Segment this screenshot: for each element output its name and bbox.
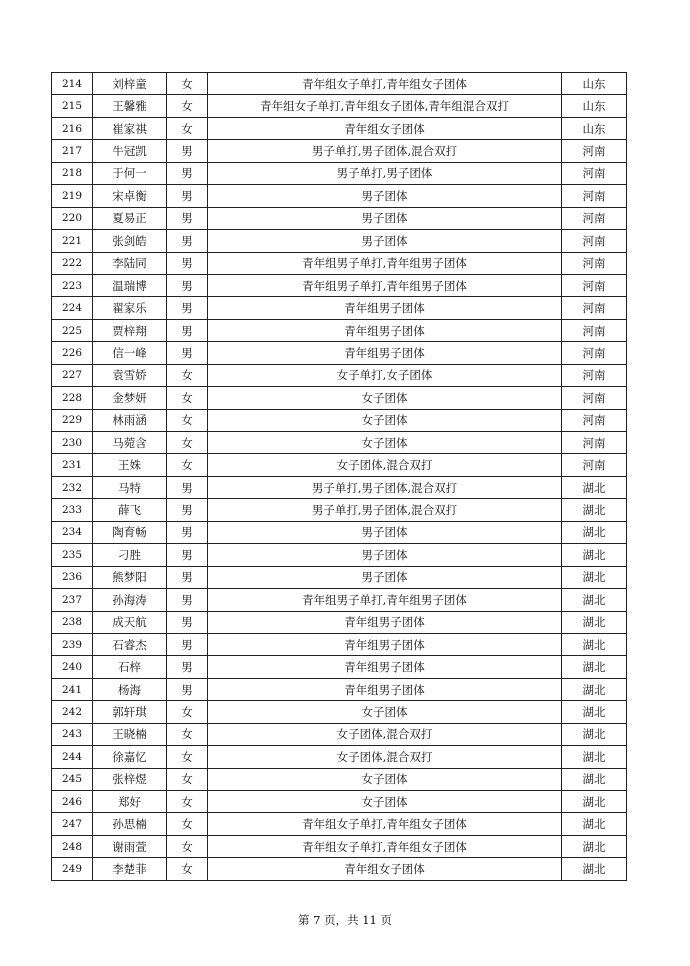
player-name-cell: 郭轩琪 (93, 701, 167, 723)
gender-cell: 男 (167, 678, 208, 700)
event-cell: 女子团体 (208, 791, 562, 813)
row-number-cell: 222 (52, 252, 93, 274)
player-name-cell: 林雨涵 (93, 409, 167, 431)
gender-cell: 女 (167, 768, 208, 790)
province-cell: 山东 (562, 117, 627, 139)
gender-cell: 男 (167, 342, 208, 364)
row-number-cell: 220 (52, 207, 93, 229)
row-number-cell: 233 (52, 499, 93, 521)
event-cell: 青年组女子单打,青年组女子团体 (208, 835, 562, 857)
row-number-cell: 226 (52, 342, 93, 364)
province-cell: 河南 (562, 207, 627, 229)
province-cell: 河南 (562, 342, 627, 364)
gender-cell: 男 (167, 499, 208, 521)
table-row (52, 476, 627, 498)
player-name-cell: 郑好 (93, 791, 167, 813)
gender-cell: 女 (167, 454, 208, 476)
table-row (52, 566, 627, 588)
province-cell: 河南 (562, 387, 627, 409)
event-cell: 女子单打,女子团体 (208, 364, 562, 386)
event-cell: 女子团体 (208, 701, 562, 723)
player-name-cell: 杨海 (93, 678, 167, 700)
player-name-cell: 宋卓衡 (93, 185, 167, 207)
player-name-cell: 石睿杰 (93, 633, 167, 655)
row-number-cell: 218 (52, 162, 93, 184)
gender-cell: 女 (167, 813, 208, 835)
event-cell: 青年组男子团体 (208, 611, 562, 633)
table-row (52, 117, 627, 139)
province-cell: 河南 (562, 454, 627, 476)
province-cell: 湖北 (562, 791, 627, 813)
table-row (52, 207, 627, 229)
province-cell: 湖北 (562, 611, 627, 633)
gender-cell: 男 (167, 252, 208, 274)
gender-cell: 男 (167, 297, 208, 319)
player-name-cell: 孙海涛 (93, 589, 167, 611)
player-name-cell: 于何一 (93, 162, 167, 184)
row-number-cell: 225 (52, 319, 93, 341)
event-cell: 女子团体 (208, 409, 562, 431)
gender-cell: 女 (167, 835, 208, 857)
event-cell: 女子团体 (208, 768, 562, 790)
player-name-cell: 翟家乐 (93, 297, 167, 319)
province-cell: 河南 (562, 274, 627, 296)
gender-cell: 女 (167, 73, 208, 95)
table-row (52, 656, 627, 678)
province-cell: 湖北 (562, 566, 627, 588)
table-row (52, 252, 627, 274)
event-cell: 男子团体 (208, 566, 562, 588)
event-cell: 青年组女子单打,青年组女子团体,青年组混合双打 (208, 95, 562, 117)
event-cell: 女子团体,混合双打 (208, 454, 562, 476)
row-number-cell: 231 (52, 454, 93, 476)
table-row (52, 342, 627, 364)
player-name-cell: 石梓 (93, 656, 167, 678)
table-row (52, 521, 627, 543)
gender-cell: 女 (167, 409, 208, 431)
province-cell: 河南 (562, 432, 627, 454)
table-row (52, 678, 627, 700)
row-number-cell: 232 (52, 476, 93, 498)
table-row (52, 274, 627, 296)
table-row (52, 297, 627, 319)
event-cell: 青年组男子团体 (208, 678, 562, 700)
row-number-cell: 216 (52, 117, 93, 139)
row-number-cell: 229 (52, 409, 93, 431)
row-number-cell: 214 (52, 73, 93, 95)
event-cell: 男子单打,男子团体,混合双打 (208, 476, 562, 498)
player-name-cell: 牛冠凯 (93, 140, 167, 162)
province-cell: 湖北 (562, 723, 627, 745)
event-cell: 女子团体,混合双打 (208, 746, 562, 768)
province-cell: 河南 (562, 364, 627, 386)
province-cell: 河南 (562, 162, 627, 184)
table-row (52, 835, 627, 857)
event-cell: 青年组男子团体 (208, 633, 562, 655)
gender-cell: 男 (167, 185, 208, 207)
province-cell: 山东 (562, 73, 627, 95)
table-row (52, 791, 627, 813)
table-row (52, 95, 627, 117)
row-number-cell: 240 (52, 656, 93, 678)
row-number-cell: 245 (52, 768, 93, 790)
table-row (52, 858, 627, 880)
gender-cell: 男 (167, 589, 208, 611)
row-number-cell: 243 (52, 723, 93, 745)
table-row (52, 499, 627, 521)
gender-cell: 女 (167, 364, 208, 386)
player-name-cell: 王晓楠 (93, 723, 167, 745)
player-name-cell: 刘梓童 (93, 73, 167, 95)
province-cell: 湖北 (562, 835, 627, 857)
row-number-cell: 219 (52, 185, 93, 207)
event-cell: 男子单打,男子团体 (208, 162, 562, 184)
roster-table (51, 72, 627, 881)
province-cell: 湖北 (562, 656, 627, 678)
gender-cell: 女 (167, 701, 208, 723)
row-number-cell: 224 (52, 297, 93, 319)
table-row (52, 409, 627, 431)
player-name-cell: 王姝 (93, 454, 167, 476)
event-cell: 青年组男子团体 (208, 342, 562, 364)
row-number-cell: 249 (52, 858, 93, 880)
row-number-cell: 237 (52, 589, 93, 611)
table-row (52, 319, 627, 341)
province-cell: 河南 (562, 252, 627, 274)
province-cell: 湖北 (562, 633, 627, 655)
gender-cell: 男 (167, 476, 208, 498)
gender-cell: 女 (167, 746, 208, 768)
gender-cell: 女 (167, 387, 208, 409)
event-cell: 青年组男子单打,青年组男子团体 (208, 252, 562, 274)
player-name-cell: 刁胜 (93, 544, 167, 566)
event-cell: 男子团体 (208, 544, 562, 566)
row-number-cell: 215 (52, 95, 93, 117)
gender-cell: 女 (167, 791, 208, 813)
table-row (52, 746, 627, 768)
event-cell: 女子团体,混合双打 (208, 723, 562, 745)
gender-cell: 男 (167, 319, 208, 341)
province-cell: 河南 (562, 140, 627, 162)
province-cell: 湖北 (562, 544, 627, 566)
table-row (52, 73, 627, 95)
table-row (52, 364, 627, 386)
province-cell: 河南 (562, 297, 627, 319)
row-number-cell: 241 (52, 678, 93, 700)
roster-table-body (52, 73, 627, 881)
gender-cell: 男 (167, 566, 208, 588)
event-cell: 男子单打,男子团体,混合双打 (208, 140, 562, 162)
player-name-cell: 贾梓翔 (93, 319, 167, 341)
player-name-cell: 成天航 (93, 611, 167, 633)
event-cell: 青年组男子团体 (208, 297, 562, 319)
player-name-cell: 马特 (93, 476, 167, 498)
gender-cell: 女 (167, 95, 208, 117)
row-number-cell: 247 (52, 813, 93, 835)
gender-cell: 男 (167, 207, 208, 229)
table-row (52, 611, 627, 633)
province-cell: 河南 (562, 409, 627, 431)
province-cell: 河南 (562, 319, 627, 341)
province-cell: 湖北 (562, 521, 627, 543)
province-cell: 湖北 (562, 701, 627, 723)
row-number-cell: 236 (52, 566, 93, 588)
province-cell: 河南 (562, 185, 627, 207)
event-cell: 青年组女子单打,青年组女子团体 (208, 813, 562, 835)
player-name-cell: 张梓煜 (93, 768, 167, 790)
province-cell: 湖北 (562, 813, 627, 835)
event-cell: 男子团体 (208, 185, 562, 207)
player-name-cell: 陶育畅 (93, 521, 167, 543)
province-cell: 湖北 (562, 589, 627, 611)
province-cell: 山东 (562, 95, 627, 117)
event-cell: 青年组男子单打,青年组男子团体 (208, 589, 562, 611)
player-name-cell: 袁雪娇 (93, 364, 167, 386)
table-row (52, 230, 627, 252)
table-row (52, 185, 627, 207)
player-name-cell: 金梦妍 (93, 387, 167, 409)
table-row (52, 140, 627, 162)
gender-cell: 男 (167, 656, 208, 678)
event-cell: 男子团体 (208, 230, 562, 252)
event-cell: 青年组男子单打,青年组男子团体 (208, 274, 562, 296)
row-number-cell: 248 (52, 835, 93, 857)
gender-cell: 男 (167, 230, 208, 252)
player-name-cell: 薛飞 (93, 499, 167, 521)
row-number-cell: 246 (52, 791, 93, 813)
row-number-cell: 223 (52, 274, 93, 296)
row-number-cell: 230 (52, 432, 93, 454)
province-cell: 湖北 (562, 746, 627, 768)
player-name-cell: 谢雨萱 (93, 835, 167, 857)
province-cell: 河南 (562, 230, 627, 252)
gender-cell: 男 (167, 162, 208, 184)
player-name-cell: 熊梦阳 (93, 566, 167, 588)
province-cell: 湖北 (562, 678, 627, 700)
row-number-cell: 228 (52, 387, 93, 409)
event-cell: 青年组女子团体 (208, 858, 562, 880)
player-name-cell: 徐嘉忆 (93, 746, 167, 768)
player-name-cell: 温瑞博 (93, 274, 167, 296)
table-row (52, 633, 627, 655)
row-number-cell: 235 (52, 544, 93, 566)
table-row (52, 162, 627, 184)
gender-cell: 男 (167, 633, 208, 655)
gender-cell: 女 (167, 858, 208, 880)
row-number-cell: 238 (52, 611, 93, 633)
event-cell: 男子单打,男子团体,混合双打 (208, 499, 562, 521)
table-row (52, 544, 627, 566)
gender-cell: 女 (167, 723, 208, 745)
province-cell: 湖北 (562, 476, 627, 498)
table-row (52, 387, 627, 409)
gender-cell: 男 (167, 521, 208, 543)
player-name-cell: 崔家祺 (93, 117, 167, 139)
row-number-cell: 227 (52, 364, 93, 386)
player-name-cell: 李陆同 (93, 252, 167, 274)
gender-cell: 女 (167, 432, 208, 454)
table-row (52, 768, 627, 790)
event-cell: 青年组女子单打,青年组女子团体 (208, 73, 562, 95)
player-name-cell: 孙思楠 (93, 813, 167, 835)
player-name-cell: 信一峰 (93, 342, 167, 364)
gender-cell: 男 (167, 611, 208, 633)
province-cell: 湖北 (562, 858, 627, 880)
player-name-cell: 李楚菲 (93, 858, 167, 880)
gender-cell: 男 (167, 274, 208, 296)
player-name-cell: 夏易正 (93, 207, 167, 229)
table-row (52, 454, 627, 476)
player-name-cell: 张剑皓 (93, 230, 167, 252)
event-cell: 青年组女子团体 (208, 117, 562, 139)
row-number-cell: 242 (52, 701, 93, 723)
province-cell: 湖北 (562, 768, 627, 790)
event-cell: 男子团体 (208, 521, 562, 543)
table-row (52, 432, 627, 454)
event-cell: 女子团体 (208, 432, 562, 454)
row-number-cell: 234 (52, 521, 93, 543)
event-cell: 男子团体 (208, 207, 562, 229)
row-number-cell: 239 (52, 633, 93, 655)
row-number-cell: 221 (52, 230, 93, 252)
gender-cell: 男 (167, 140, 208, 162)
event-cell: 青年组男子团体 (208, 319, 562, 341)
province-cell: 湖北 (562, 499, 627, 521)
table-row (52, 589, 627, 611)
page-footer: 第 7 页，共 11 页 (297, 913, 393, 927)
gender-cell: 男 (167, 544, 208, 566)
table-row (52, 701, 627, 723)
player-name-cell: 王馨雅 (93, 95, 167, 117)
event-cell: 女子团体 (208, 387, 562, 409)
row-number-cell: 217 (52, 140, 93, 162)
table-row (52, 813, 627, 835)
event-cell: 青年组男子团体 (208, 656, 562, 678)
player-name-cell: 马菀含 (93, 432, 167, 454)
gender-cell: 女 (167, 117, 208, 139)
table-row (52, 723, 627, 745)
row-number-cell: 244 (52, 746, 93, 768)
